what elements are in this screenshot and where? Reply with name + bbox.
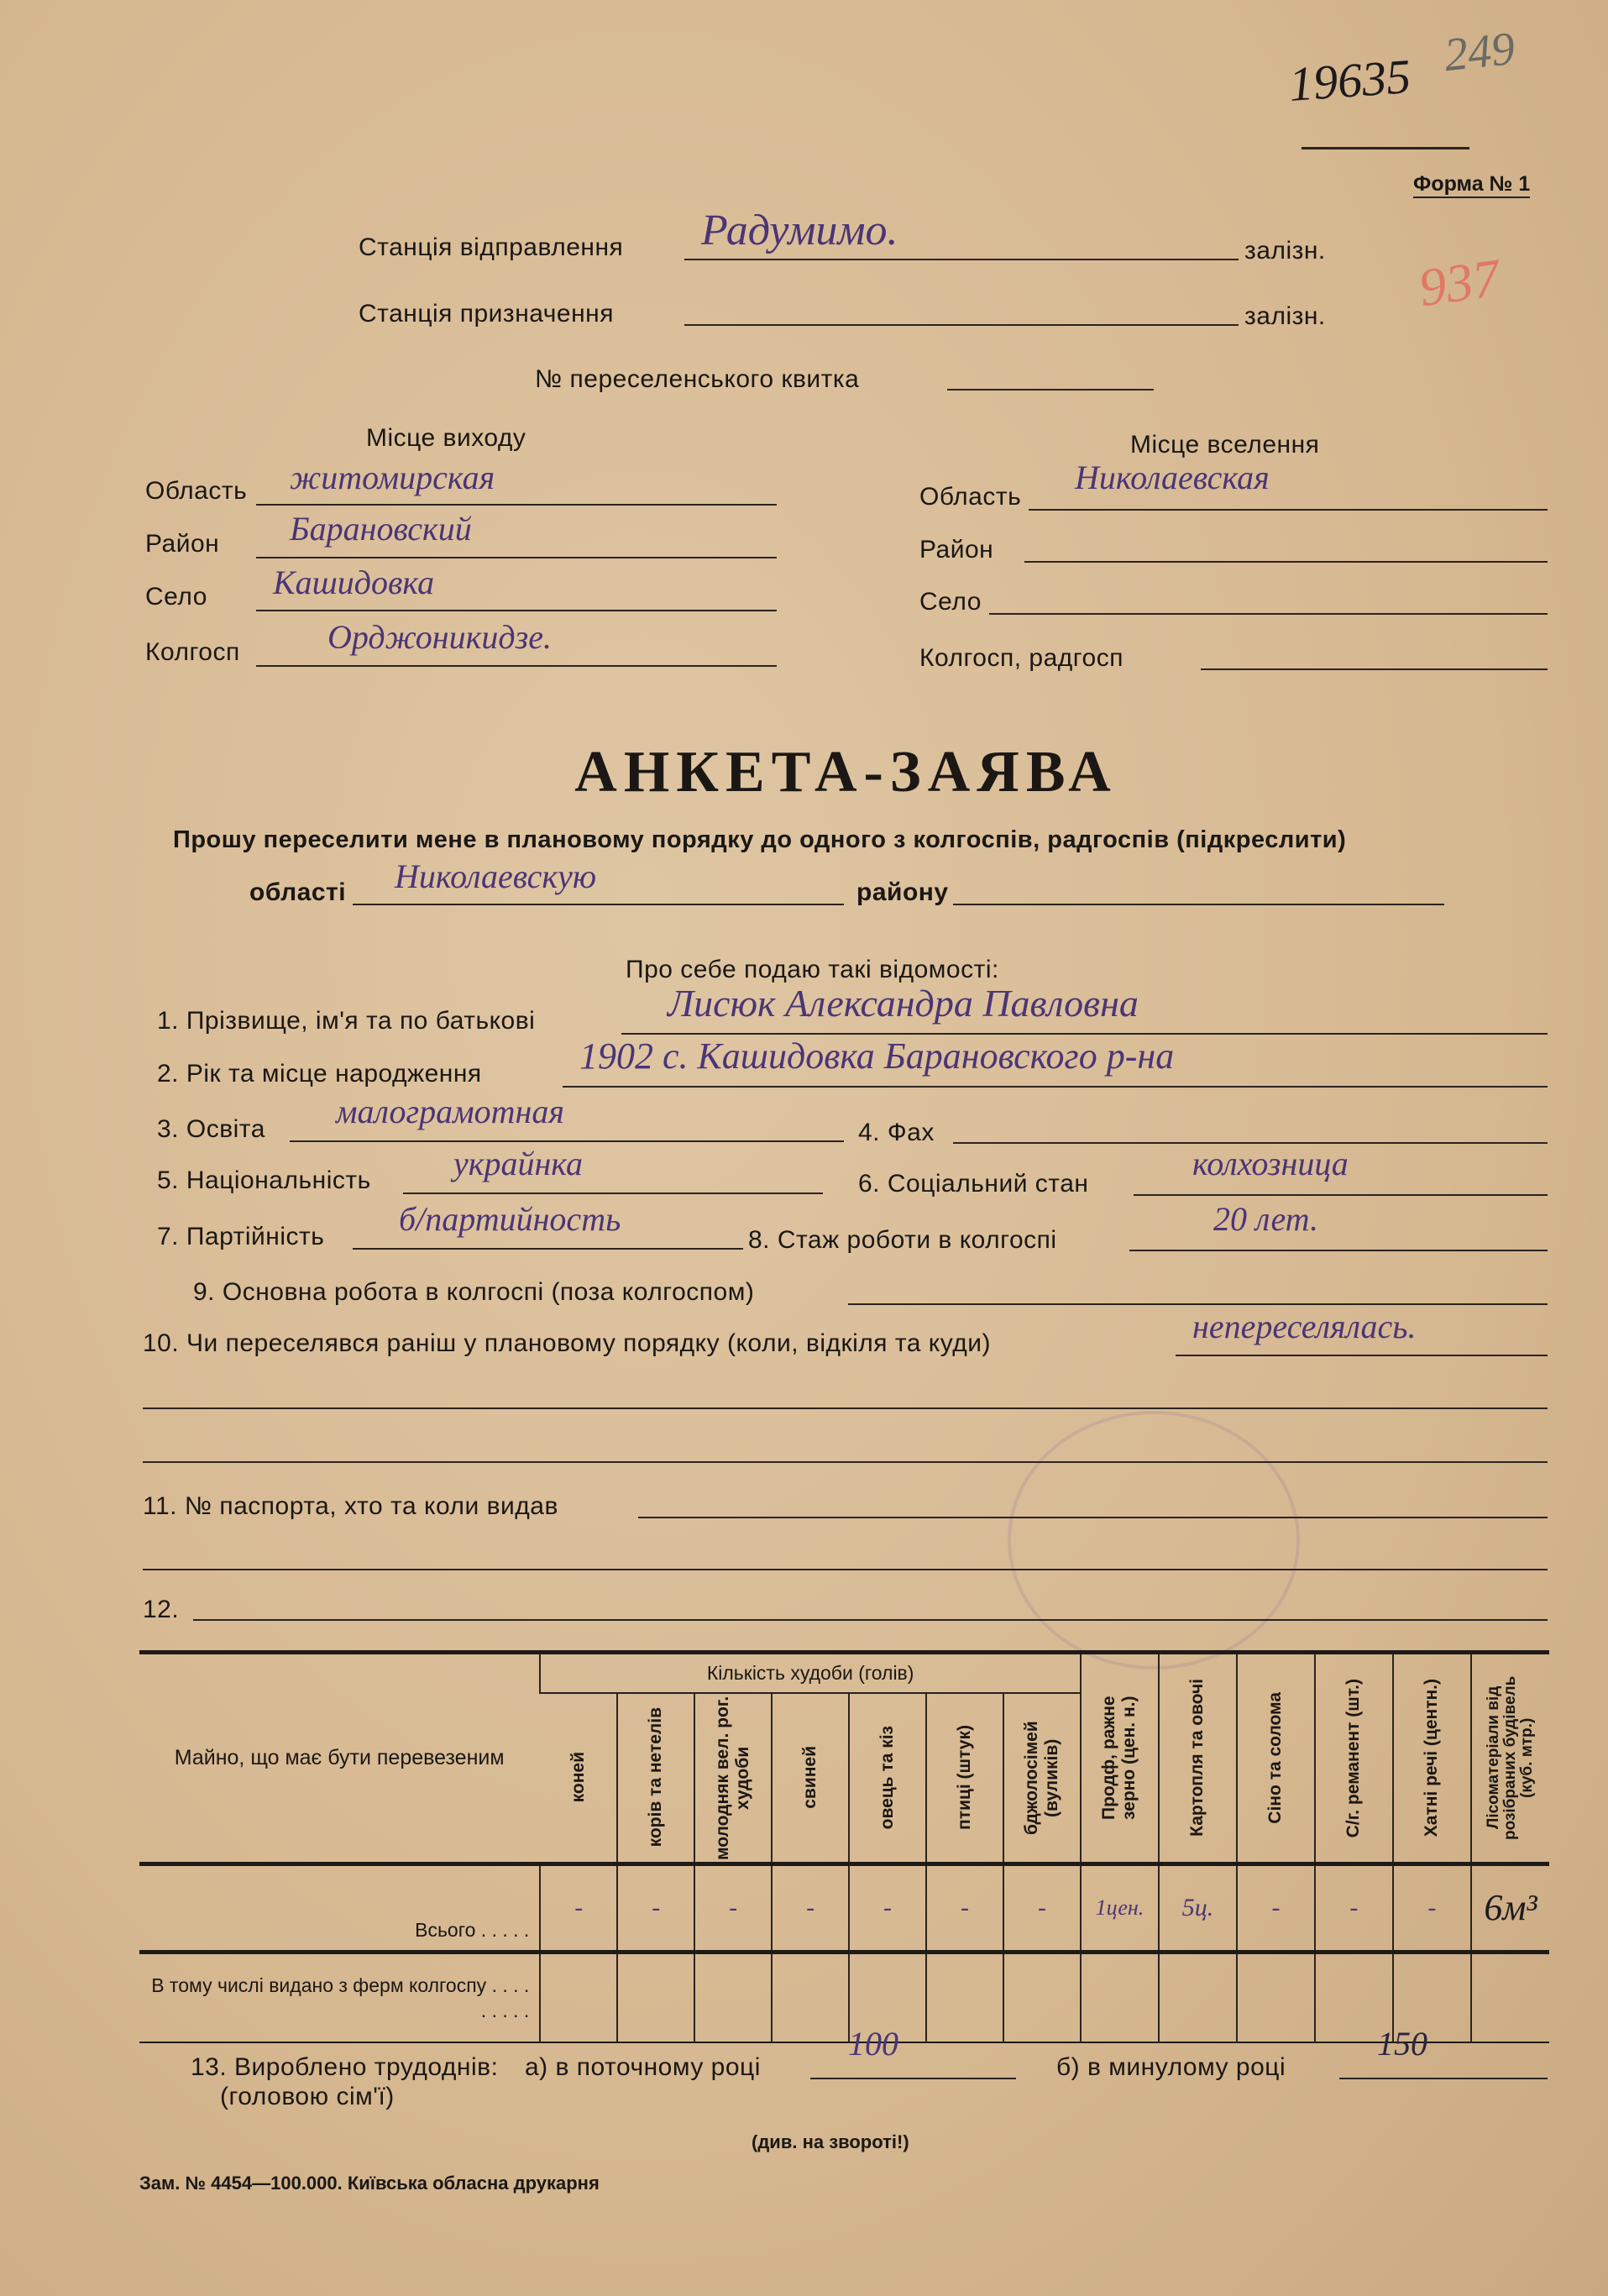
dest-kolkhoz-label: Колгосп, радгосп [919, 644, 1124, 672]
field-line [1134, 1194, 1548, 1196]
column-header: молодняк вел. рог. худоби [713, 1695, 753, 1860]
workdays-label: 13. Вироблено трудоднів: [191, 2053, 499, 2081]
property-table [139, 1650, 1549, 2043]
education-label: 3. Освіта [157, 1115, 265, 1143]
red-number: 937 [1415, 247, 1504, 318]
dest-rayon-label: Район [919, 536, 994, 564]
rail-suffix: залізн. [1244, 302, 1326, 330]
faded-stamp [1008, 1411, 1300, 1670]
cell-value: - [540, 1864, 617, 1952]
resettled-value: непереселялась. [1192, 1308, 1417, 1345]
cell-value: - [1315, 1864, 1393, 1952]
dest-village-label: Село [919, 588, 982, 616]
field-line [143, 1569, 1548, 1570]
column-header: корів та нетелів [646, 1707, 666, 1848]
column-header: коней [568, 1752, 588, 1803]
workdays-sublabel: (головою сім'ї) [220, 2083, 395, 2110]
form-title: АНКЕТА-ЗАЯВА [574, 740, 1118, 805]
field-line [256, 665, 777, 667]
field-line [353, 904, 844, 905]
field-line [638, 1517, 1548, 1518]
column-header: свиней [800, 1746, 820, 1809]
destination-heading: Місце вселення [1130, 431, 1320, 459]
cell-value: - [1003, 1864, 1081, 1952]
column-header: Лісоматеріали від розібраних будівель (куб. мтр.) [1484, 1675, 1536, 1840]
about-label: Про себе подаю такі відомості: [626, 956, 999, 983]
origin-oblast-label: Область [145, 477, 248, 505]
previous-year-label: б) в минулому році [1056, 2053, 1286, 2081]
previous-year-value: 150 [1377, 2025, 1427, 2063]
printer-imprint: Зам. № 4454—100.000. Київська обласна друкарня [139, 2173, 600, 2194]
field-line [290, 1140, 844, 1142]
party-value: б/партийность [399, 1200, 621, 1238]
field-line [1176, 1355, 1548, 1356]
field-line [684, 259, 1239, 260]
ticket-label: № переселенського квитка [535, 365, 860, 393]
column-header: овець та кіз [877, 1725, 898, 1830]
social-label: 6. Соціальний стан [858, 1170, 1089, 1198]
cell-value: 1цен. [1081, 1864, 1159, 1952]
rayon-label: району [856, 878, 949, 906]
cell-value: 5ц. [1159, 1864, 1237, 1952]
origin-rayon-value: Барановский [290, 510, 472, 548]
cell-value: - [849, 1864, 926, 1952]
column-header: Сіно та солома [1265, 1691, 1286, 1824]
origin-village-value: Кашидовка [273, 564, 435, 601]
field-line [1029, 509, 1548, 511]
archive-number: 19635 [1286, 49, 1413, 112]
column-header: Хатні речі (центн.) [1422, 1679, 1442, 1837]
birth-label: 2. Рік та місце народження [157, 1060, 482, 1088]
cell-value: - [1237, 1864, 1315, 1952]
social-value: колхозница [1192, 1145, 1349, 1182]
field-line [848, 1303, 1548, 1305]
row-label: В тому числі видано з ферм колгоспу . . . . . . . . . [151, 1974, 530, 2021]
field-line [1201, 668, 1548, 670]
departure-station-label: Станція відправлення [359, 233, 624, 261]
form-number: Форма № 1 [1413, 172, 1530, 198]
current-year-value: 100 [848, 2025, 898, 2063]
column-header: бджолосімей (вуликів) [1021, 1720, 1061, 1835]
cell-value: 6м³ [1471, 1864, 1549, 1952]
field-line [143, 1461, 1548, 1463]
cell-value: - [926, 1864, 1003, 1952]
cell-value: - [1393, 1864, 1471, 1952]
name-value: Лисюк Александра Павловна [668, 982, 1139, 1025]
field-line [989, 613, 1548, 615]
nationality-label: 5. Національність [157, 1166, 371, 1194]
name-label: 1. Прізвище, ім'я та по батькові [157, 1007, 536, 1035]
field-line [403, 1193, 823, 1194]
tenure-label: 8. Стаж роботи в колгоспі [748, 1226, 1057, 1254]
see-reverse-note: (див. на звороті!) [752, 2131, 909, 2152]
field-line [1129, 1250, 1548, 1251]
birth-value: 1902 с. Кашидовка Барановского р-на [579, 1035, 1175, 1077]
origin-rayon-label: Район [145, 530, 220, 558]
column-header: Картопля та овочі [1187, 1679, 1207, 1837]
passport-label: 11. № паспорта, хто та коли видав [143, 1492, 558, 1520]
column-header: птиці (штук) [954, 1725, 974, 1830]
dest-oblast-label: Область [919, 483, 1022, 511]
trade-label: 4. Фах [858, 1119, 935, 1146]
oblast-label: області [249, 878, 347, 906]
origin-heading: Місце виходу [366, 424, 526, 452]
cell-value: - [617, 1864, 694, 1952]
oblast-value: Николаевскую [395, 857, 597, 895]
field-line [810, 2078, 1016, 2079]
origin-kolkhoz-value: Орджоникидзе. [327, 618, 552, 656]
current-year-label: а) в поточному році [525, 2053, 761, 2081]
field-line [256, 504, 777, 506]
row-label: Всього . . . . . [415, 1918, 530, 1941]
origin-village-label: Село [145, 583, 207, 611]
field-line [256, 610, 777, 611]
field-line [256, 557, 777, 558]
tenure-value: 20 лет. [1213, 1200, 1319, 1238]
item12-label: 12. [143, 1596, 180, 1623]
origin-oblast-value: житомирская [290, 459, 495, 496]
column-header: Продф, ражне зерно (цен. н.) [1099, 1696, 1139, 1821]
resettled-label: 10. Чи переселявся раніш у плановому порядку (коли, відкіля та куди) [143, 1329, 992, 1357]
table-row [139, 1952, 1549, 2042]
request-text: Прошу переселити мене в плановому порядку до одного з колгоспів, радгоспів (підкреслити) [173, 826, 1347, 853]
row-header: Майно, що має бути перевезеним [174, 1746, 505, 1770]
field-line [353, 1248, 743, 1250]
divider [1302, 147, 1469, 149]
field-line [1339, 2078, 1548, 2079]
nationality-value: украйнка [453, 1145, 584, 1182]
field-line [1024, 561, 1548, 563]
origin-kolkhoz-label: Колгосп [145, 638, 240, 666]
work-label: 9. Основна робота в колгоспі (поза колгоспом) [193, 1278, 755, 1306]
cell-value: - [772, 1864, 849, 1952]
departure-station-value: Радумимо. [701, 207, 898, 254]
column-header: С/г. реманент (шт.) [1343, 1678, 1364, 1837]
field-line [684, 324, 1239, 326]
education-value: малограмотная [336, 1093, 564, 1130]
pencil-number: 249 [1441, 22, 1518, 82]
field-line [953, 904, 1444, 905]
cell-value: - [694, 1864, 772, 1952]
party-label: 7. Партійність [157, 1223, 325, 1250]
table-row [139, 1864, 1549, 1952]
field-line [143, 1407, 1548, 1409]
rail-suffix: залізн. [1244, 237, 1326, 265]
field-line [947, 389, 1154, 391]
field-line [193, 1619, 1548, 1621]
dest-oblast-value: Николаевская [1075, 459, 1270, 496]
field-line [563, 1086, 1548, 1088]
destination-station-label: Станція призначення [359, 300, 614, 328]
livestock-group-header: Кількість худоби (голів) [540, 1653, 1081, 1693]
